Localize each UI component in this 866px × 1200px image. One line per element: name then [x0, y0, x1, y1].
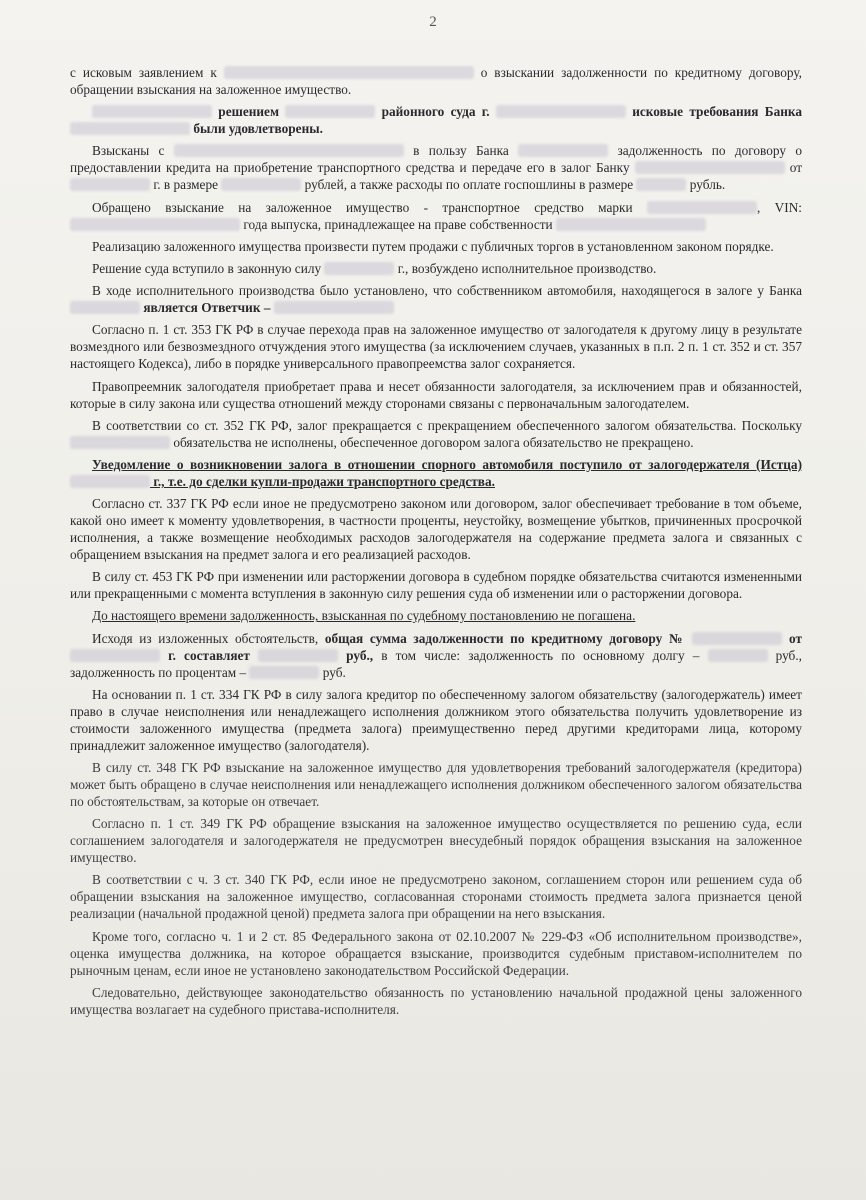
text-run: Исходя из изложенных обстоятельств, [92, 630, 325, 646]
redacted-field [174, 144, 404, 157]
paragraph-p19 [70, 871, 802, 922]
text-run: Кроме того, согласно ч. 1 и 2 ст. 85 Федерального закона от 02.10.2007 № 229-ФЗ «Об исполнительном производстве», оценка имущества должника, на которое обращается взыскание, производится судебным приставом-исполнителем по рыночным ценам, если иное не установлено законодательством Российской Федерации. [70, 928, 802, 978]
paragraph-p4 [70, 199, 802, 233]
paragraph-p10 [70, 417, 802, 451]
text-run: руб., задолженность по процентам – [70, 647, 802, 680]
text-run: рубль. [686, 177, 726, 193]
text-run: Согласно п. 1 ст. 353 ГК РФ в случае перехода прав на заложенное имущество от залогодателя к другому лицу в результате возмездного или безвозмездного отчуждения этого имущества (за исключением случаев, указанных в п.п. 2 п. 1 ст. 352 и ст. 357 настоящего Кодекса), либо в порядке универсального правопреемства залог сохраняется. [70, 322, 802, 372]
paragraph-p6 [70, 260, 802, 277]
redacted-field [324, 262, 394, 275]
text-run: Следовательно, действующее законодательство обязанность по установлению начальной продажной цены заложенного имущества возлагает на судебного пристава-исполнителя. [70, 984, 802, 1017]
text-run: года выпуска, принадлежащее на праве собственности [240, 216, 556, 232]
document-body [70, 64, 802, 1023]
redacted-field [70, 178, 150, 191]
text-run: , VIN: [756, 199, 802, 215]
redacted-field [692, 632, 782, 645]
text-run: В ходе исполнительного производства было установлено, что собственником автомобиля, находящегося в залоге у Банка [92, 283, 802, 299]
page-number: 2 [429, 14, 437, 30]
text-run: На основании п. 1 ст. 334 ГК РФ в силу залога кредитор по обеспеченному залогом обязательству (залогодержатель) имеет право в случае неисполнения или ненадлежащего исполнения должником этого обязательства получить удовлетворение из стоимости заложенного имущества (предмета залога) преимущественно перед другими кредиторами лица, которому принадлежит заложенное имущество (залогодателя). [70, 686, 802, 753]
redacted-field [221, 178, 301, 191]
paragraph-p20 [70, 928, 802, 979]
text-run: Обращено взыскание на заложенное имущество - транспортное средство марки [92, 199, 647, 215]
paragraph-p1 [70, 64, 802, 98]
text-run: является Ответчик – [140, 300, 274, 316]
text-run: общая сумма задолженности по кредитному договору № [324, 630, 693, 646]
redacted-field [70, 122, 190, 135]
redacted-field [636, 178, 686, 191]
paragraph-p9 [70, 378, 802, 412]
text-run: в пользу Банка [403, 143, 519, 159]
paragraph-p11 [70, 456, 802, 490]
text-run: Согласно п. 1 ст. 349 ГК РФ обращение взыскания на заложенное имущество осуществляется по решению суда, если соглашением залогодателя и залогодержателя не предусмотрен внесудебный порядок обращения взыскания на заложенное имущество. [70, 816, 802, 866]
redacted-field [518, 144, 608, 157]
text-run: Решение суда вступило в законную силу [92, 260, 325, 276]
text-run: г., т.е. до сделки купли-продажи транспортного средства. [150, 473, 495, 489]
text-run: были удовлетворены. [190, 121, 323, 137]
paragraph-p14 [70, 607, 802, 624]
text-run: рублей, а также расходы по оплате госпошлины в размере [301, 177, 637, 193]
paragraph-p18 [70, 815, 802, 866]
text-run: В силу ст. 348 ГК РФ взыскание на заложенное имущество для удовлетворения требований залогодержателя (кредитора) может быть обращено в случае неисполнения или ненадлежащего исполнения должником обеспеченного залогом обязательства по обстоятельствам, за которые он отвечает. [70, 760, 802, 809]
redacted-field [70, 436, 170, 449]
text-run: решением [212, 104, 286, 120]
redacted-field [274, 301, 394, 314]
text-run: г., возбуждено исполнительное производство. [394, 260, 657, 276]
redacted-field [70, 649, 160, 662]
text-run: с исковым заявлением к [70, 65, 224, 80]
redacted-field [70, 475, 150, 488]
redacted-field [635, 161, 785, 174]
redacted-field [249, 666, 319, 679]
paragraph-p8 [70, 321, 802, 372]
paragraph-p5 [70, 238, 802, 255]
text-run: задолженность по договору о предоставлении кредита на приобретение транспортного средства и передаче его в залог Банку [70, 143, 802, 176]
paragraph-p12 [70, 495, 802, 563]
text-run: Взысканы с [92, 143, 174, 159]
text-run: руб., [338, 647, 374, 663]
text-run: В силу ст. 453 ГК РФ при изменении или расторжении договора в судебном порядке обязательства считаются измененными или прекращенными с момента вступления в законную силу решения суда об изменении или о расторжении договора. [70, 569, 802, 602]
paragraph-p17 [70, 759, 802, 810]
text-run: г. в размере [150, 177, 222, 193]
paragraph-p2 [70, 103, 802, 137]
text-run: г. составляет [160, 647, 259, 663]
text-run: Реализацию заложенного имущества произвести путем продажи с публичных торгов в установленном законом порядке. [92, 238, 774, 254]
text-run: районного суда г. [375, 104, 496, 120]
paragraph-p3 [70, 142, 802, 193]
text-run: от [782, 630, 802, 646]
redacted-field [258, 649, 338, 662]
text-run: В соответствии со ст. 352 ГК РФ, залог прекращается с прекращением обеспеченного залогом обязательства. Поскольку [92, 417, 802, 433]
paragraph-p13 [70, 568, 802, 602]
paragraph-p16 [70, 686, 802, 754]
text-run: руб. [319, 664, 346, 680]
redacted-field [647, 201, 757, 214]
text-run: обязательства не исполнены, обеспеченное договором залога обязательство не прекращено. [170, 434, 694, 450]
text-run: В соответствии с ч. 3 ст. 340 ГК РФ, если иное не предусмотрено законом, соглашением сторон или решением суда об обращении взыскания на заложенное имущество, согласованная сторонами стоимость предмета залога признается ценой реализации (начальной продажной ценой) предмета залога при обращении на него взыскания. [70, 872, 802, 922]
redacted-field [92, 105, 212, 118]
text-run: в том числе: задолженность по основному долгу – [373, 647, 708, 663]
text-run: от [784, 160, 802, 176]
redacted-field [708, 649, 768, 662]
redacted-field [70, 301, 140, 314]
text-run: о взыскании задолженности по кредитному договору, обращении взыскания на заложенное имущество. [70, 65, 802, 97]
text-run: Уведомление о возникновении залога в отношении спорного автомобиля поступило от залогодержателя (Истца) [92, 456, 802, 472]
redacted-field [285, 105, 375, 118]
paragraph-p15 [70, 630, 802, 681]
text-run: До настоящего времени задолженность, взысканная по судебному постановлению не погашена. [92, 608, 636, 624]
redacted-field [556, 218, 706, 231]
redacted-field [496, 105, 626, 118]
text-run: исковые требования Банка [625, 104, 802, 120]
paragraph-p21 [70, 984, 802, 1018]
redacted-field [224, 66, 474, 79]
text-run: Согласно ст. 337 ГК РФ если иное не предусмотрено законом или договором, залог обеспечивает требование в том объеме, какой оно имеет к моменту удовлетворения, в частности проценты, неустойку, возмещение убытков, причиненных просрочкой исполнения, а также возмещение необходимых расходов залогодержателя на содержание предмета залога и связанных с обращением взыскания на предмет залога и его реализацией расходов. [70, 496, 802, 563]
paragraph-p7 [70, 282, 802, 316]
text-run: Правопреемник залогодателя приобретает права и несет обязанности залогодателя, за исключением прав и обязанностей, которые в силу закона или существа отношений между сторонами связаны с первоначальным залогодателем. [70, 378, 802, 411]
redacted-field [70, 218, 240, 231]
